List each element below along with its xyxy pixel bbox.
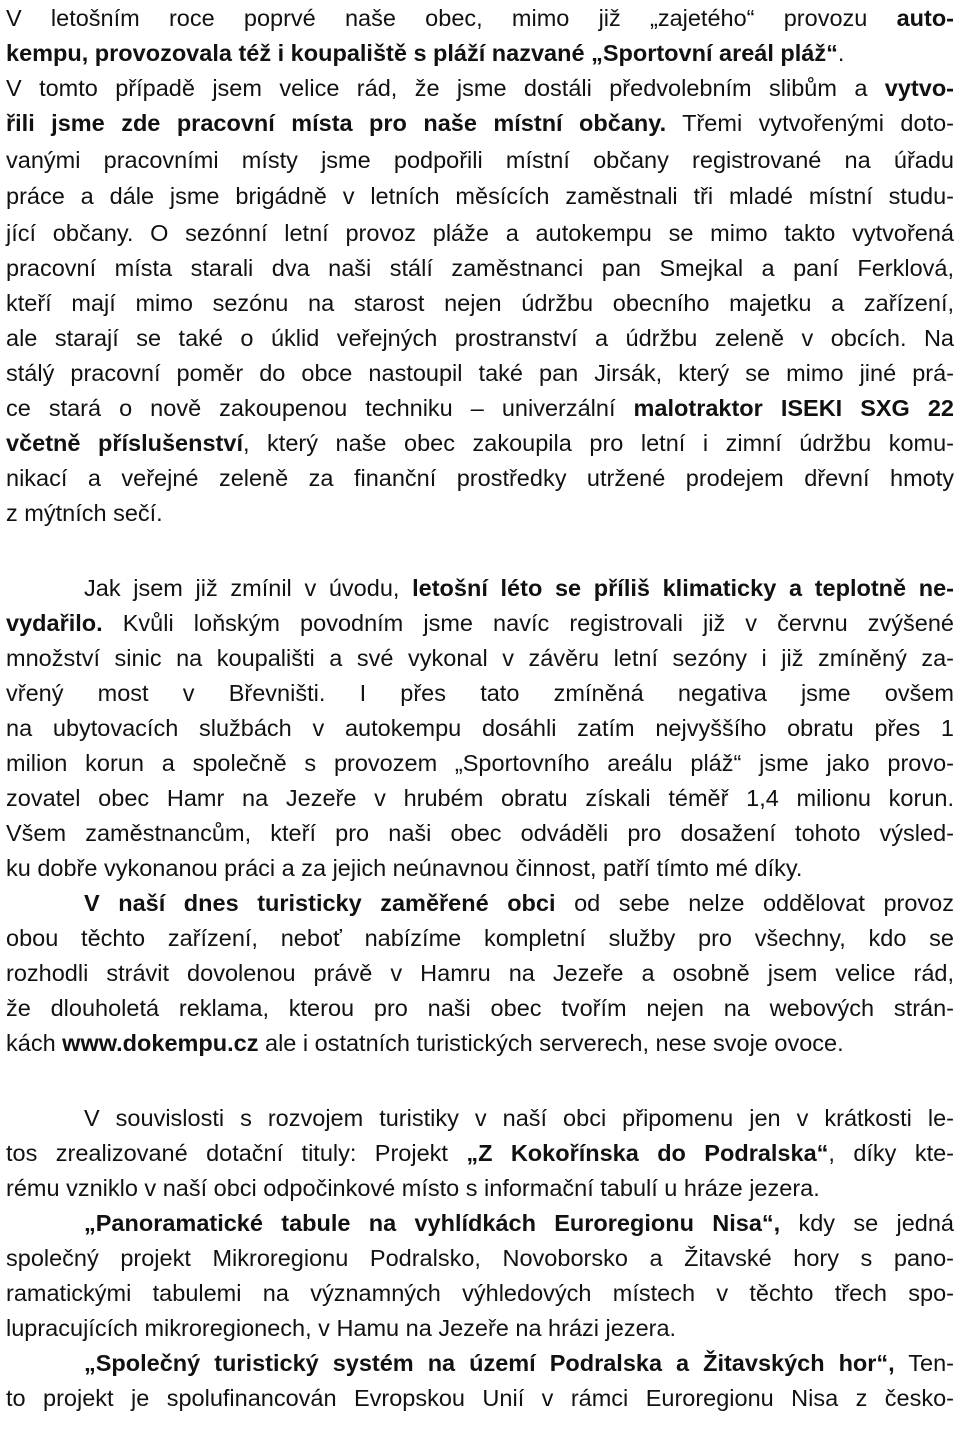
text-line	[6, 1100, 954, 1136]
text-run: to projekt je spolufinancován Evropskou Unií v rámci Euroregionu Nisa z česko-	[6, 1385, 954, 1411]
bold-text: www.dokempu.cz	[62, 1030, 259, 1056]
text-line	[6, 320, 954, 356]
text-run: Kvůli loňským povodním jsme navíc registrovali již v červnu zvýšené	[102, 610, 954, 636]
text-line	[6, 460, 954, 496]
text-run: ale i ostatních turistických serverech, nese svoje ovoce.	[258, 1030, 844, 1056]
text-run: Všem zaměstnancům, kteří pro naši obec odváděli pro dosažení tohoto výsled-	[6, 820, 954, 846]
text-run: kách	[6, 1030, 63, 1056]
text-line	[6, 850, 954, 886]
text-run: .	[837, 40, 845, 66]
text-run: Třemi vytvořenými doto-	[666, 110, 954, 136]
text-run: ale starají se také o úklid veřejných prostranství a údržbu zeleně v obcích. Na	[6, 325, 954, 351]
text-line	[6, 640, 954, 676]
text-line	[6, 570, 954, 606]
text-line	[6, 1240, 954, 1276]
text-run: rému vzniklo v naší obci odpočinkové místo s informační tabulí u hráze jezera.	[6, 1175, 820, 1201]
text-line	[6, 990, 954, 1026]
bold-text: letošní léto se příliš klimaticky a teplotně ne-	[412, 575, 954, 601]
bold-text: „Z Kokořínska do Podralska“	[466, 1140, 829, 1166]
text-run: ramatickými tabulemi na významných výhledových místech v těchto třech spo-	[6, 1280, 954, 1306]
text-run: Jak jsem již zmínil v úvodu,	[84, 575, 413, 601]
bold-text: „Společný turistický systém na území Podralska a Žitavských hor“,	[84, 1350, 895, 1376]
text-run: zovatel obec Hamr na Jezeře v hrubém obratu získali téměř 1,4 milionu korun.	[6, 785, 954, 811]
text-run: nikací a veřejné zeleně za finanční prostředky utržené prodejem dřevní hmoty	[6, 465, 954, 491]
text-run: lupracujících mikroregionech, v Hamu na Jezeře na hrázi jezera.	[6, 1315, 677, 1341]
text-run: ku dobře vykonanou práci a za jejich neúnavnou činnost, patří tímto mé díky.	[6, 855, 803, 881]
text-run: vanými pracovními místy jsme podpořili místní občany registrované na úřadu	[6, 147, 954, 173]
text-line	[6, 285, 954, 321]
text-run: stálý pracovní poměr do obce nastoupil také pan Jirsák, který se mimo jiné prá-	[6, 360, 954, 386]
bold-text: řili jsme zde pracovní místa pro naše místní občany.	[6, 110, 667, 136]
text-run: milion korun a společně s provozem „Sportovního areálu pláž“ jsme jako provo-	[6, 750, 954, 776]
text-run: tos zrealizované dotační tituly: Projekt	[6, 1140, 467, 1166]
text-run: jící občany. O sezónní letní provoz pláže a autokempu se mimo takto vytvořená	[6, 220, 954, 246]
text-run: V tomto případě jsem velice rád, že jsme dostáli předvolebním slibům a	[6, 75, 885, 101]
text-run: obou těchto zařízení, neboť nabízíme kompletní služby pro všechny, kdo se	[6, 925, 954, 951]
text-run: od sebe nelze oddělovat provoz	[555, 890, 954, 916]
text-line	[6, 425, 954, 461]
text-line	[6, 1380, 954, 1416]
text-run: kteří mají mimo sezónu na starost nejen údržbu obecního majetku a zařízení,	[6, 290, 954, 316]
text-line	[6, 745, 954, 781]
text-line	[6, 1205, 954, 1241]
text-line	[6, 1275, 954, 1311]
text-run: , který naše obec zakoupila pro letní i zimní údržbu komu-	[242, 430, 954, 456]
bold-text: malotraktor ISEKI SXG 22	[633, 395, 954, 421]
text-line	[6, 142, 954, 178]
text-line	[6, 815, 954, 851]
bold-text: vydařilo.	[6, 610, 103, 636]
text-line	[6, 885, 954, 921]
text-line	[6, 1135, 954, 1171]
bold-text: „Panoramatické tabule na vyhlídkách Euroregionu Nisa“,	[84, 1210, 781, 1236]
text-run: kdy se jedná	[780, 1210, 954, 1236]
text-line	[6, 250, 954, 286]
text-run: z mýtních sečí.	[6, 500, 163, 526]
text-run: ce stará o nově zakoupenou techniku – univerzální	[6, 395, 634, 421]
text-line	[6, 105, 954, 141]
text-run: pracovní místa starali dva naši stálí zaměstnanci pan Smejkal a paní Ferklová,	[6, 255, 954, 281]
text-run: Ten-	[894, 1350, 954, 1376]
bold-text: vytvo-	[884, 75, 954, 101]
text-line	[6, 920, 954, 956]
text-run: množství sinic na koupališti a své vykonal v závěru letní sezóny i již zmíněný za-	[6, 645, 954, 671]
text-line	[6, 0, 954, 36]
text-run: V letošním roce poprvé naše obec, mimo již „zajetého“ provozu	[6, 5, 897, 31]
text-line	[6, 1345, 954, 1381]
text-line	[6, 1025, 954, 1061]
text-line	[6, 955, 954, 991]
text-run: , díky kte-	[828, 1140, 954, 1166]
text-run: společný projekt Mikroregionu Podralsko, Novoborsko a Žitavské hory s pano-	[6, 1245, 954, 1271]
text-line	[6, 35, 954, 71]
text-run: rozhodli strávit dovolenou právě v Hamru na Jezeře a osobně jsem velice rád,	[6, 960, 954, 986]
bold-text: včetně příslušenství	[6, 430, 243, 456]
bold-text: V naší dnes turisticky zaměřené obci	[84, 890, 556, 916]
text-line	[6, 710, 954, 746]
text-run: práce a dále jsme brigádně v letních měsících zaměstnali tři mladé místní studu-	[6, 183, 954, 209]
text-line	[6, 178, 954, 214]
text-line	[6, 215, 954, 251]
text-run: na ubytovacích službách v autokempu dosáhli zatím nejvyššího obratu přes 1	[6, 715, 954, 741]
text-line	[6, 495, 954, 531]
text-line	[6, 780, 954, 816]
text-line	[6, 1310, 954, 1346]
text-line	[6, 355, 954, 391]
text-line	[6, 605, 954, 641]
bold-text: kempu, provozovala též i koupaliště s pláží nazvané „Sportovní areál pláž“	[6, 40, 838, 66]
text-line	[6, 1170, 954, 1206]
text-run: že dlouholetá reklama, kterou pro naši obec tvořím nejen na webových strán-	[6, 995, 954, 1021]
text-line	[6, 390, 954, 426]
text-run: V souvislosti s rozvojem turistiky v naší obci připomenu jen v krátkosti le-	[84, 1105, 954, 1131]
text-line	[6, 70, 954, 106]
text-run: vřený most v Břevništi. I přes tato zmíněná negativa jsme ovšem	[6, 680, 954, 706]
text-line	[6, 675, 954, 711]
bold-text: auto-	[896, 5, 954, 31]
